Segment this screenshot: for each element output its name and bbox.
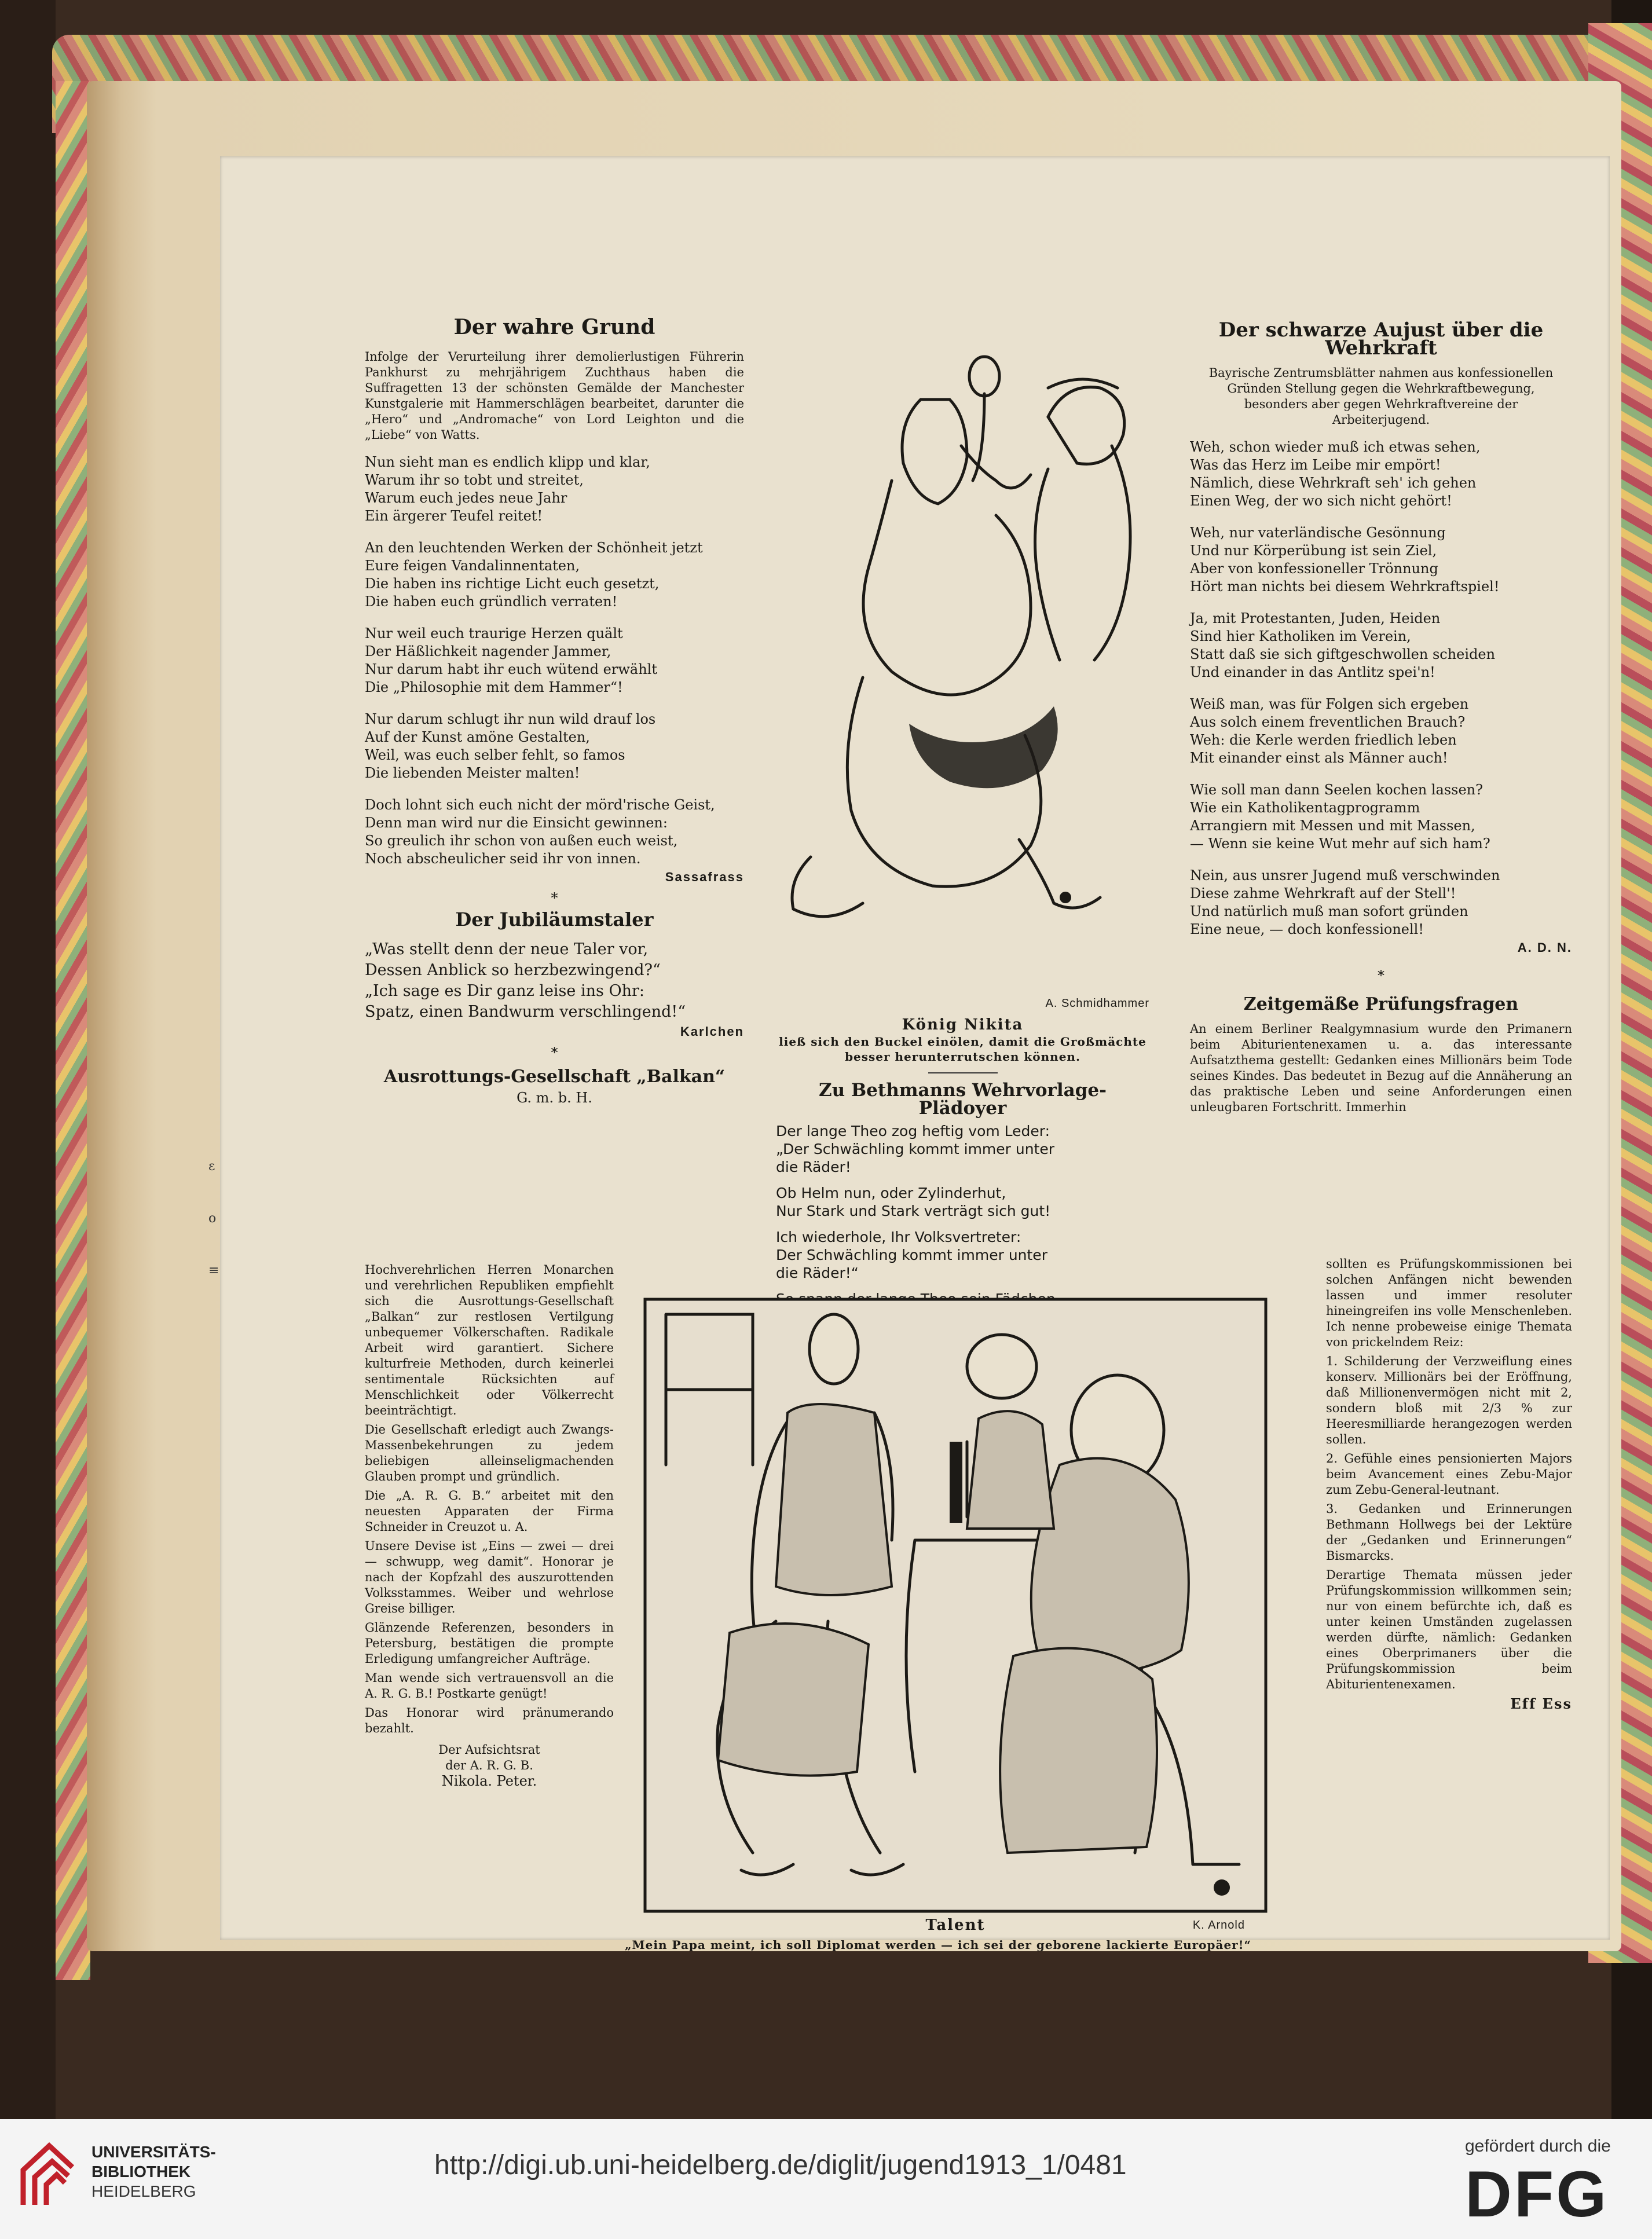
poem-stanza-2: An den leuchtenden Werken der Schönheit jetzt Eure feigen Vandalinnentaten, Die haben ins richtige Licht euch gesetzt, Die haben euch gründlich verraten! [365,540,703,610]
caption-koenig-nikita-sub: ließ sich den Buckel einölen, damit die Großmächte besser herunterrutschen können. [779,1035,1146,1064]
margin-mark-3: ≡ [208,1263,219,1278]
permalink-url[interactable]: http://digi.ub.uni-heidelberg.de/diglit/jugend1913_1/0481 [434,2150,1127,2181]
pruefung-paragraph-1: sollten es Prüfungskommissionen bei solchen Anfängen nicht bewenden lassen und immer resoluter hineingreifen ins volle Menschenleben. Ich nenne probeweise einige Themata von prickelndem Reiz: [1326,1257,1572,1349]
balkan-paragraph-6: Man wende sich vertrauensvoll an die A. R. G. B.! Postkarte genügt! [365,1671,614,1701]
illustration-talent [643,1297,1268,1914]
wehrkraft-stanza-4: Weiß man, was für Folgen sich ergeben Aus solch einem freventlichen Brauch? Weh: die Kerle werden friedlich leben Mit einander einst als Männer auch! [1190,696,1469,766]
book-cover-floral-left [56,81,90,1980]
caption-talent-sub: „Mein Papa meint, ich soll Diplomat werden — ich sei der geborene lackierte Europäer!“ [625,1938,1251,1952]
balkan-paragraph-4: Unsere Devise ist „Eins — zwei — drei — schwupp, weg damit“. Honorar je nach der Kopfzahl des auszurottenden Volksstammes. Weiber und wehrlose Greise billiger. [365,1539,614,1615]
left-column [365,315,744,1115]
poem-stanza-1: Nun sieht man es endlich klipp und klar, Warum ihr so tobt und streitet, Warum euch jedes neue Jahr Ein ärgerer Teufel reitet! [365,454,650,524]
logo-line-3: HEIDELBERG [91,2182,196,2200]
pruefung-wide-paragraph: An einem Berliner Realgymnasium wurde den Primanern beim Abiturientenexamen u. a. das interessante Aufsatzthema gestellt: Gedanken eines Millionärs beim Tode seines Kindes. Das bedeutet in Bezug auf die Annäherung an das praktische Leben und seine Anforderungen einen unleugbaren Fortschritt. Immerhin [1190,1022,1572,1114]
pruefung-item-1: 1. Schilderung der Verzweiflung eines konserv. Millionärs bei der Eröffnung, daß Millionenvermögen nicht mit 2, sondern bloß mit 2/3 % zur Heeresmilliarde herangezogen werden sollen. [1326,1354,1572,1446]
university-library-name [91,2142,216,2201]
balkan-paragraph-7: Das Honorar wird pränumerando bezahlt. [365,1706,614,1735]
wehrkraft-stanza-6: Nein, aus unsrer Jugend muß verschwinden Diese zahme Wehrkraft auf der Stell'! Und natürlich muß man sofort gründen Eine neue, — doch konfessionell! [1190,867,1500,937]
caption-koenig-nikita: König Nikita [902,1016,1024,1034]
aufsichtsrat-line-2: der A. R. G. B. [445,1758,533,1772]
signature-eff-ess: Eff Ess [1510,1695,1572,1712]
wehrkraft-stanza-2: Weh, nur vaterländische Gesönnung Und nur Körperübung ist sein Ziel, Aber von konfessioneller Trönnung Hört man nichts bei diesem Wehrkraftspiel! [1190,525,1500,595]
illustration-koenig-nikita [776,353,1146,996]
intro-paragraph: Infolge der Verurteilung ihrer demolierlustigen Führerin Pankhurst zu mehrjährigem Zuchthaus haben die Suffragetten 13 der schönsten Gemälde der Manchester Kunstgalerie mit Hammerschlägen bearbeitet, darunter die „Hero“ und „Andromache“ von Lord Leighton und die „Liebe“ von Watts. [365,350,744,442]
bethmann-stanza-2: Ob Helm nun, oder Zylinderhut, Nur Stark und Stark verträgt sich gut! [776,1185,1051,1219]
separator-star-3: * [1378,968,1384,984]
right-column [1190,318,1572,1115]
wehrkraft-stanza-3: Ja, mit Protestanten, Juden, Heiden Sind hier Katholiken im Verein, Statt daß sie sich giftgeschwollen scheiden Und einander in das Antlitz spei'n! [1190,610,1496,680]
wehrkraft-intro: Bayrische Zentrumsblätter nahmen aus konfessionellen Gründen Stellung gegen die Wehrkraftbewegung, besonders aber gegen Wehrkraftvereine der Arbeiterjugend. [1208,366,1554,427]
poem-jubilaeumstaler: „Was stellt denn der neue Taler vor, Dessen Anblick so herzbezwingend?“ „Ich sage es Dir ganz leise ins Ohr: Spatz, einen Bandwurm verschlingend!“ [365,940,686,1021]
poem-stanza-5: Doch lohnt sich euch nicht der mörd'rische Geist, Denn man wird nur die Einsicht gewinnen: So greulich ihr schon von außen euch weist, Noch abscheulicher seid ihr von innen. [365,797,715,867]
title-bethmanns-wehrvorlage: Zu Bethmanns Wehrvorlage-Plädoyer [819,1080,1107,1119]
title-ausrottungs-gesellschaft: Ausrottungs-Gesellschaft „Balkan“ [383,1067,726,1087]
university-library-logo-icon [17,2141,78,2211]
pruefung-paragraph-final: Derartige Themata müssen jeder Prüfungskommission willkommen sein; nur von einem befürchte ich, daß es unter keinen Umständen zugelassen werden dürfte, nämlich: Gedanken eines Oberprimaners über die Prüfungskommission beim Abiturientenexamen. [1326,1568,1572,1691]
signature-karlchen-1: Karlchen [680,1024,744,1039]
funding-label: gefördert durch die [1465,2137,1611,2156]
balkan-paragraph-3: Die „A. R. G. B.“ arbeitet mit den neuesten Apparaten der Firma Schneider in Creuzot u. A. [365,1489,614,1534]
title-jubilaeumstaler: Der Jubiläumstaler [455,908,654,930]
separator-star-2: * [551,1045,558,1061]
scan-background-left [0,0,56,2119]
bethmann-stanza-3: Ich wiederhole, Ihr Volksvertreter: Der Schwächling kommt immer unter die Räder!“ [776,1229,1047,1281]
margin-mark-2: o [208,1211,217,1226]
margin-mark-1: ε [208,1159,215,1174]
separator-star: * [551,890,558,906]
dfg-logo: DFG [1465,2158,1609,2230]
pruefung-item-3: 3. Gedanken und Erinnerungen Bethmann Hollwegs bei der Lektüre der „Gedanken und Erinnerungen“ Bismarcks. [1326,1502,1572,1563]
poem-stanza-3: Nur weil euch traurige Herzen quält Der Häßlichkeit nagender Jammer, Nur darum habt ihr euch wütend erwählt Die „Philosophie mit dem Hammer“! [365,625,657,695]
artist-schmidhammer: A. Schmidhammer [1045,997,1149,1010]
logo-line-1: UNIVERSITÄTS- [91,2143,216,2161]
title-pruefungsfragen: Zeitgemäße Prüfungsfragen [1243,994,1519,1014]
aufsichtsrat-names: Nikola. Peter. [441,1773,537,1789]
margin-marks [208,1141,219,1297]
wehrkraft-stanza-1: Weh, schon wieder muß ich etwas sehen, Was das Herz im Leibe mir empört! Nämlich, diese Wehrkraft seh' ich gehen Einen Weg, der wo sich nicht gehört! [1190,439,1481,509]
title-schwarze-aujust: Der schwarze Aujust über die Wehrkraft [1218,318,1544,360]
poem-stanza-4: Nur darum schlugt ihr nun wild drauf los Auf der Kunst amöne Gestalten, Weil, was euch selber fehlt, so famos Die liebenden Meister malten! [365,711,656,781]
caption-talent: Talent [925,1916,986,1934]
balkan-paragraph-1: Hochverehrlichen Herren Monarchen und verehrlichen Republiken empfiehlt sich die Ausrottungs-Gesellschaft „Balkan“ zur restlosen Vertilgung unbequemer Völkerschaften. Radikale Arbeit wird garantiert. Sichere kulturfreie Methoden, durch keinerlei sentimentale Rücksichten auf Menschlichkeit oder Völkerrecht beeinträchtigt. [365,1263,614,1417]
pruefung-item-2: 2. Gefühle eines pensionierten Majors beim Avancement eines Zebu-Major zum Zebu-General-leutnant. [1326,1452,1572,1497]
wehrkraft-stanza-5: Wie soll man dann Seelen kochen lassen? Wie ein Katholikentagprogramm Arrangiern mit Messen und mit Massen, — Wenn sie keine Wut mehr auf sich ham? [1190,782,1490,852]
artist-arnold: K. Arnold [1192,1919,1245,1932]
divider [928,1072,998,1073]
left-narrow-column [365,1262,614,1789]
talent-caption [643,1916,1268,1934]
balkan-paragraph-5: Glänzende Referenzen, besonders in Petersburg, bestätigen die prompte Erledigung umfangreicher Aufträge. [365,1621,614,1666]
signature-adn: A. D. N. [1517,940,1572,955]
bethmann-stanza-1: Der lange Theo zog heftig vom Leder: „Der Schwächling kommt immer unter die Räder! [776,1123,1055,1175]
logo-line-2: BIBLIOTHEK [91,2163,191,2181]
signature-sassafrass: Sassafrass [665,870,744,884]
subtitle-gmbh: G. m. b. H. [517,1090,592,1106]
title-der-wahre-grund: Der wahre Grund [453,315,655,339]
right-narrow-column [1326,1256,1572,1712]
balkan-paragraph-2: Die Gesellschaft erledigt auch Zwangs-Massenbekehrungen zu jedem beliebigen alleinseligmachenden Glauben prompt und gründlich. [365,1423,614,1483]
aufsichtsrat-line-1: Der Aufsichtsrat [438,1743,540,1757]
magazine-page [208,156,1610,1952]
